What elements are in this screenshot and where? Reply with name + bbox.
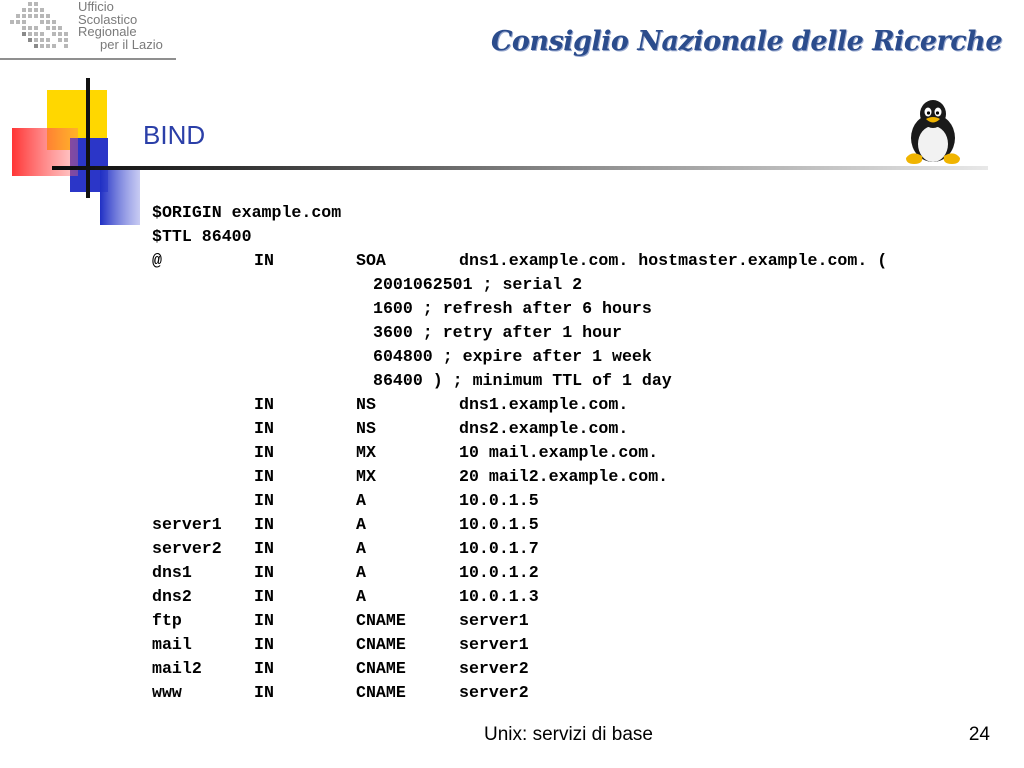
- dns-record-row: [152, 633, 529, 657]
- dns-record-row: [152, 681, 529, 705]
- record-type: A: [356, 515, 366, 534]
- record-class: IN: [254, 467, 274, 486]
- soa-continuation-line: [152, 273, 583, 297]
- title-underline: [52, 166, 988, 170]
- record-type: SOA: [356, 251, 386, 270]
- dns-record-row: [152, 393, 629, 417]
- record-class: IN: [254, 443, 274, 462]
- record-value: 10.0.1.2: [459, 563, 539, 582]
- record-type: CNAME: [356, 611, 406, 630]
- record-value: dns2.example.com.: [459, 419, 629, 438]
- record-class: IN: [254, 587, 274, 606]
- record-type: CNAME: [356, 659, 406, 678]
- record-type: NS: [356, 395, 376, 414]
- record-name: dns2: [152, 587, 192, 606]
- record-value: 10.0.1.3: [459, 587, 539, 606]
- soa-continuation-line: [152, 369, 672, 393]
- record-type: MX: [356, 467, 376, 486]
- record-class: IN: [254, 539, 274, 558]
- usr-logo-line: per il Lazio: [100, 36, 163, 52]
- record-class: IN: [254, 635, 274, 654]
- record-class: IN: [254, 611, 274, 630]
- decorative-squares: [0, 70, 140, 230]
- footer-text: Unix: servizi di base: [484, 724, 653, 745]
- soa-continuation-line: [152, 321, 622, 345]
- ttl-line: [152, 225, 252, 249]
- record-name: ftp: [152, 611, 182, 630]
- dns-record-row: [152, 561, 539, 585]
- record-value: 10 mail.example.com.: [459, 443, 659, 462]
- code-text: 2001062501 ; serial 2: [373, 275, 583, 294]
- record-value: server1: [459, 611, 529, 630]
- record-name: dns1: [152, 563, 192, 582]
- record-class: IN: [254, 395, 274, 414]
- record-value: 10.0.1.5: [459, 491, 539, 510]
- record-value: 10.0.1.7: [459, 539, 539, 558]
- record-type: MX: [356, 443, 376, 462]
- origin-line: [152, 201, 342, 225]
- record-value: server2: [459, 659, 529, 678]
- dns-record-row: [152, 417, 629, 441]
- usr-logo-line: Regionale: [78, 24, 137, 39]
- dns-record-row: [152, 489, 539, 513]
- record-class: IN: [254, 419, 274, 438]
- soa-continuation-line: [152, 345, 652, 369]
- code-text: 3600 ; retry after 1 hour: [373, 323, 622, 342]
- record-class: IN: [254, 683, 274, 702]
- page-number: 24: [968, 724, 990, 745]
- dns-record-row: [152, 441, 659, 465]
- record-name: server2: [152, 539, 222, 558]
- dns-record-row: [152, 537, 539, 561]
- code-text: 86400 ) ; minimum TTL of 1 day: [373, 371, 672, 390]
- code-text: $TTL 86400: [152, 227, 252, 246]
- record-type: A: [356, 587, 366, 606]
- code-text: 1600 ; refresh after 6 hours: [373, 299, 652, 318]
- dns-record-row: [152, 609, 529, 633]
- dns-record-row: [152, 465, 669, 489]
- record-type: CNAME: [356, 635, 406, 654]
- record-type: A: [356, 563, 366, 582]
- record-name: @: [152, 251, 162, 270]
- record-class: IN: [254, 515, 274, 534]
- record-type: CNAME: [356, 683, 406, 702]
- record-value: 10.0.1.5: [459, 515, 539, 534]
- record-class: IN: [254, 251, 274, 270]
- record-value: 20 mail2.example.com.: [459, 467, 669, 486]
- zone-file-listing: [152, 201, 888, 705]
- usr-logo-line: Ufficio: [78, 0, 114, 14]
- slide-title: BIND: [143, 120, 206, 150]
- record-class: IN: [254, 491, 274, 510]
- usr-lazio-logo-text: [78, 1, 163, 51]
- record-class: IN: [254, 563, 274, 582]
- dns-record-row: [152, 513, 539, 537]
- record-name: server1: [152, 515, 222, 534]
- cnr-logo: Consiglio Nazionale delle Ricerche: [490, 26, 1002, 57]
- dns-record-row: [152, 657, 529, 681]
- record-value: server2: [459, 683, 529, 702]
- dns-record-row: [152, 585, 539, 609]
- record-name: www: [152, 683, 182, 702]
- soa-continuation-line: [152, 297, 652, 321]
- record-value: dns1.example.com. hostmaster.example.com. (: [459, 251, 888, 270]
- record-type: A: [356, 539, 366, 558]
- record-value: server1: [459, 635, 529, 654]
- record-value: dns1.example.com.: [459, 395, 629, 414]
- tux-penguin-icon: [902, 98, 964, 166]
- code-text: $ORIGIN example.com: [152, 203, 342, 222]
- soa-record: [152, 249, 888, 273]
- usr-logo-line: Scolastico: [78, 11, 138, 27]
- record-type: A: [356, 491, 366, 510]
- code-text: 604800 ; expire after 1 week: [373, 347, 652, 366]
- records-list: [152, 393, 669, 705]
- record-type: NS: [356, 419, 376, 438]
- record-name: mail2: [152, 659, 202, 678]
- record-class: IN: [254, 659, 274, 678]
- record-name: mail: [152, 635, 192, 654]
